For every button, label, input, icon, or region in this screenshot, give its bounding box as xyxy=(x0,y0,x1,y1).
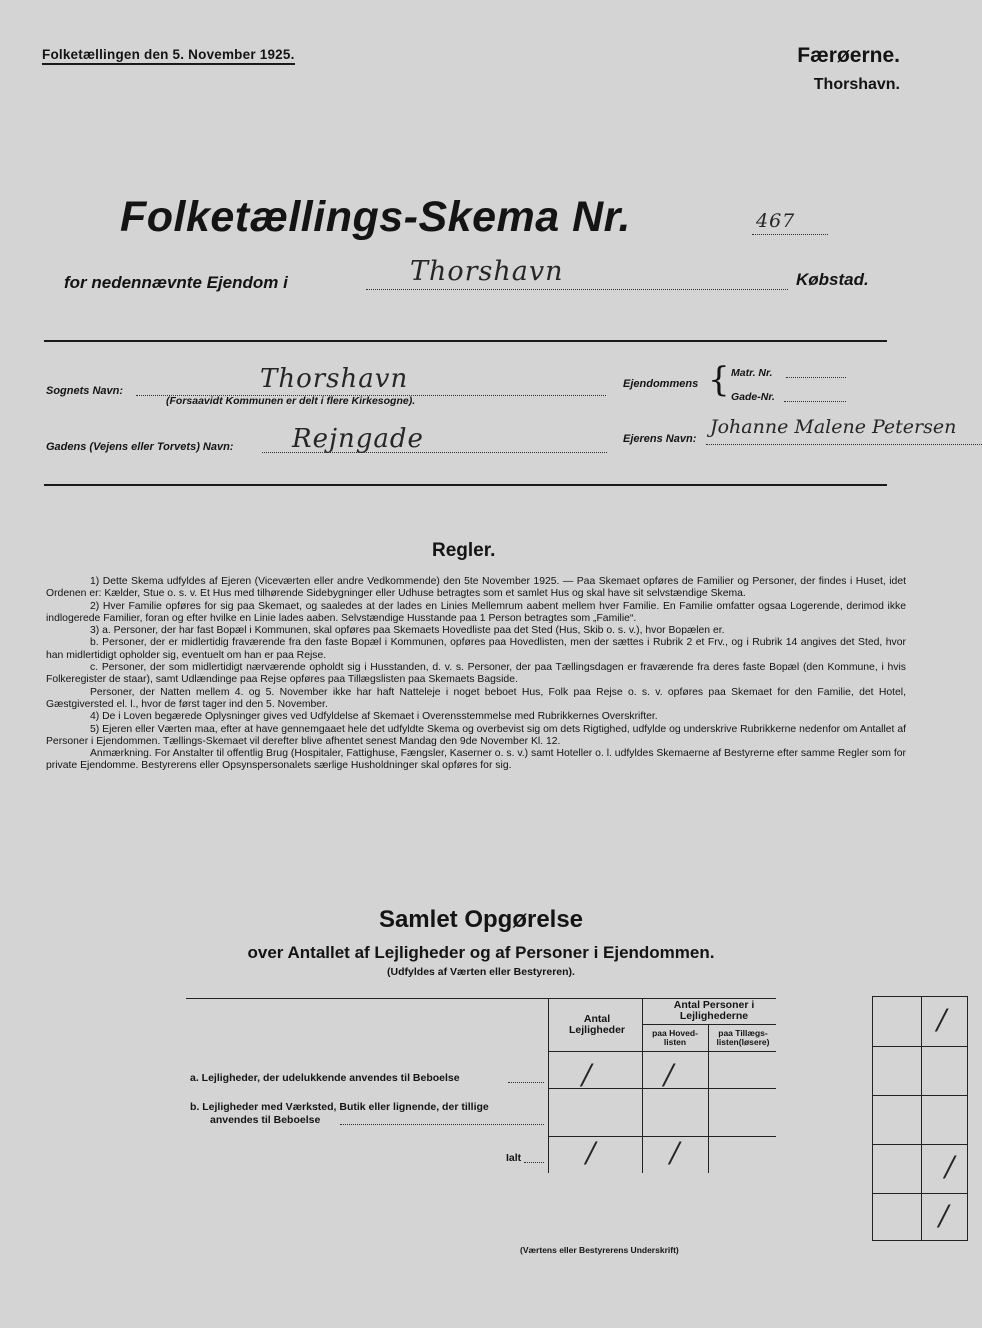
row-total-hoved-mark: / xyxy=(670,1136,681,1169)
form-number-line xyxy=(752,234,828,235)
matr-line xyxy=(786,377,846,378)
city-label: Thorshavn. xyxy=(813,76,900,93)
rules-text xyxy=(46,576,906,773)
side-tally-box xyxy=(872,996,968,1241)
summary-title: Samlet Opgørelse xyxy=(378,906,584,933)
form-title: Folketællings-Skema Nr. xyxy=(120,193,631,241)
table-row-line xyxy=(548,1051,776,1052)
parish-label: Sognets Navn: xyxy=(46,385,124,397)
street-handwritten: Rejngade xyxy=(292,424,424,454)
side-box-row-line xyxy=(873,1046,967,1047)
row-total-antal-mark: / xyxy=(586,1136,597,1169)
side-box-row-line xyxy=(873,1193,967,1194)
owner-handwritten: Johanne Malene Petersen xyxy=(710,416,957,438)
parish-note: (Forsaavidt Kommunen er delt i flere Kirkesogne). xyxy=(166,395,416,407)
col-header-personer: Antal Personer i Lejlighederne xyxy=(673,999,755,1022)
row-a-label: a. Lejligheder, der udelukkende anvendes til Beboelse xyxy=(190,1072,460,1084)
census-title: Folketællingen den 5. November 1925. xyxy=(42,47,295,65)
side-box-mark: / xyxy=(939,1199,950,1232)
city-handwritten: Thorshavn xyxy=(410,256,564,287)
owner-label: Ejerens Navn: xyxy=(623,433,697,445)
row-a-line xyxy=(508,1082,544,1083)
rule-paragraph: 1) Dette Skema udfyldes af Ejeren (Viceværten eller andre Vedkommende) den 5te November 1925. — Paa Skemaet opføres de Familier og Personer, der findes i Huset, idet Ordenen er: Kælder, Stue o. s. v. Et Hus med tilhørende Sidebygninger eller Udhuse betragtes som et samlet Hus og skal have sit selvstændige Skema. xyxy=(46,576,906,600)
rules-heading: Regler. xyxy=(432,540,496,561)
parish-handwritten: Thorshavn xyxy=(260,364,409,394)
side-box-mark: / xyxy=(945,1150,956,1183)
gade-label: Gade-Nr. xyxy=(731,391,775,403)
rule-paragraph: Anmærkning. For Anstalter til offentlig Brug (Hospitaler, Fattighuse, Fængsler, Kaserner o. s. v.) samt Hoteller o. l. udfyldes Skemaerne af Bestyrerne efter samme Regler som for private Ejendomme. Bestyrerens eller Opsynspersonalets særlige Husholdninger skal opføres for sig. xyxy=(46,748,906,772)
summary-table xyxy=(186,998,776,1173)
side-box-mark: / xyxy=(937,1003,948,1036)
side-box-row-line xyxy=(873,1144,967,1145)
property-for-label: for nedennævnte Ejendom i xyxy=(64,273,288,292)
divider-top xyxy=(44,340,887,342)
table-col-line xyxy=(548,998,549,1173)
side-box-divider xyxy=(921,997,922,1240)
table-row-line xyxy=(642,1024,776,1025)
kobstad-label: Købstad. xyxy=(796,270,869,289)
gade-line xyxy=(784,401,846,402)
property-brace: { xyxy=(708,360,730,400)
rule-paragraph: 4) De i Loven begærede Oplysninger gives ved Udfyldelse af Skemaet i Overensstemmelse med Rubrikkernes Overskrifter. xyxy=(90,711,658,723)
form-number: 467 xyxy=(756,210,796,232)
matr-label: Matr. Nr. xyxy=(731,367,773,379)
row-total-line xyxy=(524,1162,544,1163)
rule-paragraph: Personer, der Natten mellem 4. og 5. November ikke har haft Natteleje i noget beboet Hus, Folk paa Rejse o. s. v. opføres paa Skemaet for den Familie, det Hotel, Gæstgiversted el. l., hvor de først tager ind den 5. November. xyxy=(46,686,906,710)
rule-paragraph: 3) a. Personer, der har fast Bopæl i Kommunen, skal opføres paa Skemaets Hovedliste paa det Sted (Hus, Skib o. s. v.), hvor Bopælen er. xyxy=(90,625,725,637)
rule-paragraph: 2) Hver Familie opføres for sig paa Skemaet, og saaledes at der lades en Linies Mellemrum aabent mellem hver Familie. En Familie omfatter ogsaa Logerende, derimod ikke indlogerede Familier, foran og efter hvilke en Linie lades aaben. Selvstændige Husstande paa 1 Person betragtes som „Familie“. xyxy=(46,600,906,624)
property-label: Ejendommens xyxy=(623,378,699,390)
divider-fields xyxy=(44,484,887,486)
col-header-hoved: paa Hoved-listen xyxy=(652,1028,698,1047)
city-line xyxy=(366,289,788,290)
row-b-label-1: b. Lejligheder med Værksted, Butik eller lignende, der tillige xyxy=(190,1101,489,1113)
table-row-line xyxy=(548,1136,776,1137)
region-label: Færøerne. xyxy=(797,44,900,67)
row-b-label-2: anvendes til Beboelse xyxy=(210,1114,321,1126)
rule-paragraph: c. Personer, der som midlertidigt nærværende opholdt sig i Husstanden, d. v. s. Personer, der paa Tællingsdagen er fraværende fra deres faste Bopæl (den Kommune, i hvis Folkeregister de staar), samt Udlændinge paa Rejse opføres paa Tillægslisten paa Skemaets Bagside. xyxy=(46,662,906,686)
owner-line xyxy=(706,444,982,445)
street-line xyxy=(262,452,607,453)
col-header-tillaeg: paa Tillægs-listen(løsere) xyxy=(716,1028,770,1047)
side-box-row-line xyxy=(873,1095,967,1096)
signature-label: (Værtens eller Bestyrerens Underskrift) xyxy=(520,1245,679,1255)
table-col-line xyxy=(708,1024,709,1173)
rule-paragraph: b. Personer, der er midlertidig fraværende fra den faste Bopæl i Kommunen, opføres paa Hovedlisten, men der sættes i Rubrik 2 et Frv., og i Rubrik 14 angives det Sted, hvor han midlertidigt opholder sig, eventuelt om han er paa Rejse. xyxy=(46,637,906,661)
col-header-antal: Antal Lejligheder xyxy=(568,1013,625,1036)
row-b-line xyxy=(340,1124,544,1125)
rule-paragraph: 5) Ejeren eller Værten maa, efter at have gennemgaaet hele det udfyldte Skema og overbevist sig om dets Rigtighed, udfylde og underskrive Rubrikkerne nedenfor om Antallet af Personer i Ejendommen. Tællings-Skemaet vil derefter blive afhentet senest Mandag den 9de November Kl. 12. xyxy=(46,723,906,747)
summary-note: (Udfyldes af Værten eller Bestyreren). xyxy=(387,966,575,978)
row-a-hoved-mark: / xyxy=(664,1058,675,1091)
summary-subtitle: over Antallet af Lejligheder og af Personer i Ejendommen. xyxy=(247,943,715,962)
row-total-label: Ialt xyxy=(506,1152,522,1164)
row-a-antal-mark: / xyxy=(582,1058,593,1091)
street-label: Gadens (Vejens eller Torvets) Navn: xyxy=(46,441,234,453)
